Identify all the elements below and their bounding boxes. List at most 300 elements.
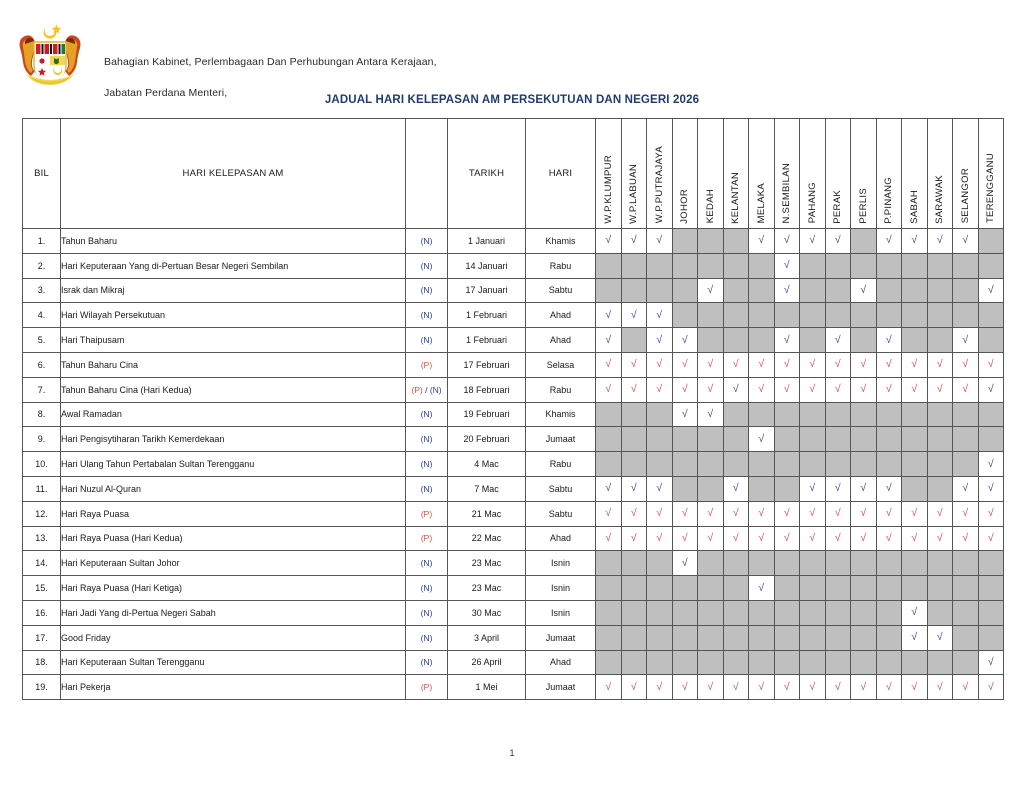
check-mark-icon: √ <box>860 507 867 520</box>
holiday-cell-selangor <box>953 278 979 303</box>
holiday-cell-kelantan <box>723 675 749 700</box>
holiday-cell-selangor <box>953 501 979 526</box>
holiday-cell-perak <box>825 377 851 402</box>
check-mark-icon: √ <box>630 234 637 247</box>
state-label: N.SEMBILAN <box>781 162 792 224</box>
holiday-cell-p-pinang <box>876 303 902 328</box>
check-mark-icon: √ <box>962 680 969 693</box>
check-mark-icon: √ <box>885 531 892 544</box>
check-mark-icon: √ <box>783 531 790 544</box>
table-row <box>23 650 1004 675</box>
holiday-cell-selangor <box>953 328 979 353</box>
holiday-cell-w-p-klumpur <box>596 600 622 625</box>
holiday-cell-kelantan <box>723 576 749 601</box>
holiday-cell-selangor <box>953 625 979 650</box>
holiday-cell-pahang <box>800 229 826 254</box>
holiday-cell-melaka <box>749 402 775 427</box>
code-national: (N) <box>420 335 433 346</box>
holiday-cell-melaka <box>749 625 775 650</box>
holiday-cell-w-p-labuan <box>621 476 647 501</box>
holiday-cell-selangor <box>953 526 979 551</box>
holiday-code <box>406 551 448 576</box>
row-number: 11. <box>23 476 61 501</box>
holiday-cell-perlis <box>851 402 877 427</box>
holiday-date: 3 April <box>448 625 526 650</box>
check-mark-icon: √ <box>707 531 714 544</box>
column-header-state-perak <box>825 119 851 229</box>
check-mark-icon: √ <box>885 680 892 693</box>
holiday-code <box>406 377 448 402</box>
holiday-cell-perak <box>825 303 851 328</box>
holiday-cell-kelantan <box>723 253 749 278</box>
holiday-cell-johor <box>672 352 698 377</box>
check-mark-icon: √ <box>962 482 969 495</box>
holiday-cell-w-p-labuan <box>621 526 647 551</box>
holiday-day: Khamis <box>526 402 596 427</box>
holiday-cell-n-sembilan <box>774 501 800 526</box>
holiday-cell-selangor <box>953 253 979 278</box>
holiday-name: Hari Nuzul Al-Quran <box>61 476 406 501</box>
table-row <box>23 625 1004 650</box>
code-national: (N) <box>420 657 433 668</box>
holiday-name: Hari Keputeraan Yang di-Pertuan Besar Negeri Sembilan <box>61 253 406 278</box>
check-mark-icon: √ <box>783 234 790 247</box>
holiday-cell-p-pinang <box>876 427 902 452</box>
holiday-cell-sabah <box>902 328 928 353</box>
holiday-code <box>406 427 448 452</box>
row-number: 18. <box>23 650 61 675</box>
holiday-name: Hari Thaipusam <box>61 328 406 353</box>
code-national: (N) <box>420 260 433 271</box>
holiday-date: 19 Februari <box>448 402 526 427</box>
code-national: (N) <box>420 434 433 445</box>
holiday-cell-n-sembilan <box>774 476 800 501</box>
table-row <box>23 600 1004 625</box>
holiday-cell-w-p-putrajaya <box>647 576 673 601</box>
holiday-cell-perak <box>825 452 851 477</box>
check-mark-icon: √ <box>987 358 994 371</box>
check-mark-icon: √ <box>987 531 994 544</box>
check-mark-icon: √ <box>860 482 867 495</box>
check-mark-icon: √ <box>681 383 688 396</box>
check-mark-icon: √ <box>936 507 943 520</box>
check-mark-icon: √ <box>681 407 688 420</box>
holiday-name: Tahun Baharu Cina <box>61 352 406 377</box>
holiday-cell-kelantan <box>723 352 749 377</box>
holiday-cell-selangor <box>953 229 979 254</box>
table-row <box>23 253 1004 278</box>
holiday-cell-kelantan <box>723 377 749 402</box>
check-mark-icon: √ <box>758 358 765 371</box>
holiday-code <box>406 625 448 650</box>
holiday-cell-sarawak <box>927 352 953 377</box>
holiday-cell-melaka <box>749 328 775 353</box>
holiday-cell-perlis <box>851 501 877 526</box>
check-mark-icon: √ <box>605 482 612 495</box>
check-mark-icon: √ <box>758 383 765 396</box>
holiday-cell-kedah <box>698 278 724 303</box>
holiday-cell-w-p-labuan <box>621 600 647 625</box>
holiday-cell-terengganu <box>978 402 1004 427</box>
column-header-holiday-name: HARI KELEPASAN AM <box>61 119 406 229</box>
table-row <box>23 328 1004 353</box>
holiday-cell-perak <box>825 328 851 353</box>
holiday-cell-perlis <box>851 452 877 477</box>
holiday-cell-terengganu <box>978 377 1004 402</box>
row-number: 4. <box>23 303 61 328</box>
holiday-cell-melaka <box>749 551 775 576</box>
holiday-code <box>406 650 448 675</box>
holiday-cell-w-p-klumpur <box>596 625 622 650</box>
holiday-cell-melaka <box>749 229 775 254</box>
holiday-cell-w-p-putrajaya <box>647 501 673 526</box>
code-public: (P) <box>420 682 433 693</box>
holiday-day: Sabtu <box>526 501 596 526</box>
holiday-cell-sarawak <box>927 625 953 650</box>
holiday-cell-perlis <box>851 551 877 576</box>
holiday-cell-melaka <box>749 650 775 675</box>
holiday-date: 1 Februari <box>448 328 526 353</box>
holiday-cell-sabah <box>902 253 928 278</box>
row-number: 8. <box>23 402 61 427</box>
code-public: (P) <box>420 508 433 519</box>
check-mark-icon: √ <box>834 482 841 495</box>
state-label: W.P.KLUMPUR <box>602 154 614 224</box>
holiday-name: Hari Raya Puasa (Hari Kedua) <box>61 526 406 551</box>
holiday-cell-w-p-labuan <box>621 501 647 526</box>
code-national: (N) <box>420 632 433 643</box>
holiday-cell-johor <box>672 526 698 551</box>
holiday-day: Jumaat <box>526 427 596 452</box>
holiday-cell-pahang <box>800 278 826 303</box>
holiday-cell-w-p-putrajaya <box>647 526 673 551</box>
holiday-cell-sarawak <box>927 427 953 452</box>
holiday-cell-p-pinang <box>876 229 902 254</box>
check-mark-icon: √ <box>630 680 637 693</box>
holiday-cell-n-sembilan <box>774 452 800 477</box>
holiday-cell-w-p-labuan <box>621 576 647 601</box>
row-number: 3. <box>23 278 61 303</box>
holiday-cell-melaka <box>749 526 775 551</box>
holiday-cell-n-sembilan <box>774 352 800 377</box>
table-row <box>23 402 1004 427</box>
check-mark-icon: √ <box>656 358 663 371</box>
holiday-cell-perlis <box>851 229 877 254</box>
code-public: (P) <box>420 359 433 370</box>
holiday-cell-kedah <box>698 452 724 477</box>
holiday-cell-p-pinang <box>876 452 902 477</box>
page-title: JADUAL HARI KELEPASAN AM PERSEKUTUAN DAN NEGERI 2026 <box>324 94 700 106</box>
check-mark-icon: √ <box>809 482 816 495</box>
holiday-day: Ahad <box>526 526 596 551</box>
column-header-state-selangor <box>953 119 979 229</box>
holiday-cell-sabah <box>902 427 928 452</box>
holiday-date: 22 Mac <box>448 526 526 551</box>
holiday-cell-perlis <box>851 427 877 452</box>
state-label: W.P.PUTRAJAYA <box>653 146 665 224</box>
check-mark-icon: √ <box>885 358 892 371</box>
holiday-cell-melaka <box>749 476 775 501</box>
holiday-cell-w-p-klumpur <box>596 576 622 601</box>
holiday-cell-terengganu <box>978 427 1004 452</box>
holiday-cell-selangor <box>953 675 979 700</box>
holiday-cell-pahang <box>800 352 826 377</box>
holiday-cell-johor <box>672 278 698 303</box>
check-mark-icon: √ <box>885 507 892 520</box>
holiday-cell-sarawak <box>927 675 953 700</box>
check-mark-icon: √ <box>707 283 714 296</box>
check-mark-icon: √ <box>630 482 637 495</box>
state-label: SARAWAK <box>934 174 945 224</box>
column-header-state-melaka <box>749 119 775 229</box>
holiday-cell-terengganu <box>978 501 1004 526</box>
holiday-cell-terengganu <box>978 452 1004 477</box>
holiday-cell-pahang <box>800 650 826 675</box>
holiday-cell-kedah <box>698 600 724 625</box>
holiday-cell-w-p-putrajaya <box>647 650 673 675</box>
holiday-cell-w-p-putrajaya <box>647 278 673 303</box>
check-mark-icon: √ <box>911 531 918 544</box>
check-mark-icon: √ <box>834 531 841 544</box>
holiday-cell-melaka <box>749 278 775 303</box>
check-mark-icon: √ <box>962 383 969 396</box>
holiday-cell-sabah <box>902 551 928 576</box>
check-mark-icon: √ <box>605 383 612 396</box>
holiday-cell-perak <box>825 352 851 377</box>
check-mark-icon: √ <box>987 680 994 693</box>
check-mark-icon: √ <box>809 234 816 247</box>
column-header-state-sarawak <box>927 119 953 229</box>
check-mark-icon: √ <box>783 333 790 346</box>
holiday-cell-w-p-putrajaya <box>647 352 673 377</box>
holiday-cell-sabah <box>902 675 928 700</box>
code-national: (N) <box>420 483 433 494</box>
holiday-name: Tahun Baharu <box>61 229 406 254</box>
check-mark-icon: √ <box>936 680 943 693</box>
table-row <box>23 278 1004 303</box>
holiday-cell-sarawak <box>927 328 953 353</box>
holiday-day: Isnin <box>526 600 596 625</box>
code-national: (N) <box>420 409 433 420</box>
holiday-day: Ahad <box>526 650 596 675</box>
check-mark-icon: √ <box>911 680 918 693</box>
holiday-cell-w-p-putrajaya <box>647 452 673 477</box>
holiday-cell-kelantan <box>723 229 749 254</box>
code-national: (N) <box>420 235 433 246</box>
column-header-day: HARI <box>526 119 596 229</box>
holiday-cell-kelantan <box>723 402 749 427</box>
holiday-cell-pahang <box>800 501 826 526</box>
column-header-state-pahang <box>800 119 826 229</box>
table-row <box>23 352 1004 377</box>
holiday-name: Good Friday <box>61 625 406 650</box>
holiday-name: Tahun Baharu Cina (Hari Kedua) <box>61 377 406 402</box>
holiday-cell-kelantan <box>723 501 749 526</box>
holiday-code <box>406 402 448 427</box>
holiday-cell-w-p-klumpur <box>596 551 622 576</box>
holiday-cell-kelantan <box>723 328 749 353</box>
holiday-cell-sabah <box>902 229 928 254</box>
check-mark-icon: √ <box>605 680 612 693</box>
check-mark-icon: √ <box>681 507 688 520</box>
holiday-cell-melaka <box>749 675 775 700</box>
holiday-cell-w-p-putrajaya <box>647 551 673 576</box>
holiday-cell-sarawak <box>927 600 953 625</box>
holiday-cell-terengganu <box>978 476 1004 501</box>
check-mark-icon: √ <box>656 308 663 321</box>
check-mark-icon: √ <box>681 333 688 346</box>
holiday-cell-w-p-klumpur <box>596 650 622 675</box>
holiday-cell-w-p-labuan <box>621 303 647 328</box>
holiday-cell-w-p-putrajaya <box>647 229 673 254</box>
check-mark-icon: √ <box>605 531 612 544</box>
holiday-cell-n-sembilan <box>774 576 800 601</box>
holiday-cell-pahang <box>800 253 826 278</box>
holiday-cell-w-p-klumpur <box>596 501 622 526</box>
holiday-cell-terengganu <box>978 576 1004 601</box>
holiday-cell-p-pinang <box>876 402 902 427</box>
check-mark-icon: √ <box>681 531 688 544</box>
holiday-cell-sarawak <box>927 377 953 402</box>
holiday-cell-terengganu <box>978 229 1004 254</box>
holiday-cell-sarawak <box>927 501 953 526</box>
column-header-state-n-sembilan <box>774 119 800 229</box>
holiday-cell-selangor <box>953 402 979 427</box>
holiday-cell-sabah <box>902 452 928 477</box>
holiday-cell-kedah <box>698 675 724 700</box>
holiday-cell-perak <box>825 229 851 254</box>
check-mark-icon: √ <box>911 358 918 371</box>
holiday-cell-sabah <box>902 526 928 551</box>
holiday-date: 26 April <box>448 650 526 675</box>
check-mark-icon: √ <box>885 333 892 346</box>
holiday-cell-w-p-putrajaya <box>647 377 673 402</box>
holiday-name: Hari Keputeraan Sultan Johor <box>61 551 406 576</box>
holiday-cell-johor <box>672 328 698 353</box>
holiday-code <box>406 352 448 377</box>
holiday-code <box>406 526 448 551</box>
holiday-cell-johor <box>672 625 698 650</box>
holiday-cell-kedah <box>698 526 724 551</box>
holiday-cell-sabah <box>902 278 928 303</box>
holiday-code <box>406 675 448 700</box>
holiday-cell-sabah <box>902 402 928 427</box>
holiday-date: 23 Mac <box>448 551 526 576</box>
address-line-1: Bahagian Kabinet, Perlembagaan Dan Perhubungan Antara Kerajaan, <box>104 56 437 69</box>
holiday-cell-n-sembilan <box>774 303 800 328</box>
holiday-cell-p-pinang <box>876 278 902 303</box>
holiday-cell-perlis <box>851 377 877 402</box>
row-number: 14. <box>23 551 61 576</box>
holiday-cell-sabah <box>902 377 928 402</box>
column-header-state-perlis <box>851 119 877 229</box>
check-mark-icon: √ <box>911 606 918 619</box>
holiday-cell-selangor <box>953 452 979 477</box>
holiday-cell-w-p-labuan <box>621 229 647 254</box>
holiday-cell-perlis <box>851 328 877 353</box>
holiday-cell-perak <box>825 600 851 625</box>
holiday-cell-melaka <box>749 253 775 278</box>
state-label: P.PINANG <box>883 176 894 224</box>
check-mark-icon: √ <box>758 507 765 520</box>
holiday-cell-w-p-klumpur <box>596 278 622 303</box>
table-body <box>23 229 1004 700</box>
check-mark-icon: √ <box>834 358 841 371</box>
code-national: (N) <box>420 310 433 321</box>
state-label: KELANTAN <box>730 171 741 224</box>
holiday-day: Jumaat <box>526 675 596 700</box>
malaysia-coat-of-arms-icon <box>12 18 88 86</box>
holiday-cell-kedah <box>698 625 724 650</box>
holiday-cell-perlis <box>851 253 877 278</box>
check-mark-icon: √ <box>758 234 765 247</box>
holiday-cell-perlis <box>851 352 877 377</box>
holiday-cell-selangor <box>953 377 979 402</box>
holiday-cell-perak <box>825 278 851 303</box>
check-mark-icon: √ <box>656 383 663 396</box>
column-header-state-terengganu <box>978 119 1004 229</box>
holiday-cell-p-pinang <box>876 501 902 526</box>
holiday-cell-w-p-putrajaya <box>647 427 673 452</box>
holiday-cell-w-p-klumpur <box>596 352 622 377</box>
holiday-cell-pahang <box>800 303 826 328</box>
holiday-cell-kedah <box>698 650 724 675</box>
column-header-state-johor <box>672 119 698 229</box>
holiday-cell-sarawak <box>927 452 953 477</box>
row-number: 19. <box>23 675 61 700</box>
holiday-cell-n-sembilan <box>774 377 800 402</box>
holiday-cell-p-pinang <box>876 526 902 551</box>
check-mark-icon: √ <box>758 680 765 693</box>
holiday-cell-w-p-labuan <box>621 452 647 477</box>
holiday-cell-n-sembilan <box>774 328 800 353</box>
table-head <box>23 119 1004 229</box>
holiday-cell-perak <box>825 253 851 278</box>
check-mark-icon: √ <box>987 655 994 668</box>
check-mark-icon: √ <box>936 531 943 544</box>
holiday-cell-p-pinang <box>876 377 902 402</box>
holiday-cell-perak <box>825 526 851 551</box>
holiday-cell-melaka <box>749 452 775 477</box>
holiday-date: 7 Mac <box>448 476 526 501</box>
holiday-day: Sabtu <box>526 476 596 501</box>
holiday-cell-melaka <box>749 377 775 402</box>
holiday-day: Rabu <box>526 253 596 278</box>
holiday-cell-w-p-labuan <box>621 427 647 452</box>
check-mark-icon: √ <box>605 507 612 520</box>
holiday-cell-sarawak <box>927 576 953 601</box>
check-mark-icon: √ <box>630 308 637 321</box>
holiday-cell-w-p-klumpur <box>596 476 622 501</box>
holiday-date: 20 Februari <box>448 427 526 452</box>
check-mark-icon: √ <box>605 333 612 346</box>
check-mark-icon: √ <box>707 680 714 693</box>
holiday-cell-pahang <box>800 377 826 402</box>
row-number: 1. <box>23 229 61 254</box>
holiday-cell-n-sembilan <box>774 427 800 452</box>
holiday-cell-sarawak <box>927 253 953 278</box>
holiday-cell-w-p-putrajaya <box>647 600 673 625</box>
holiday-cell-melaka <box>749 427 775 452</box>
column-header-state-sabah <box>902 119 928 229</box>
public-holidays-table <box>22 118 1004 700</box>
holiday-code <box>406 253 448 278</box>
holiday-cell-sabah <box>902 650 928 675</box>
holiday-code <box>406 600 448 625</box>
holiday-name: Hari Pengisytiharan Tarikh Kemerdekaan <box>61 427 406 452</box>
state-label: W.P.LABUAN <box>628 163 639 224</box>
row-number: 9. <box>23 427 61 452</box>
